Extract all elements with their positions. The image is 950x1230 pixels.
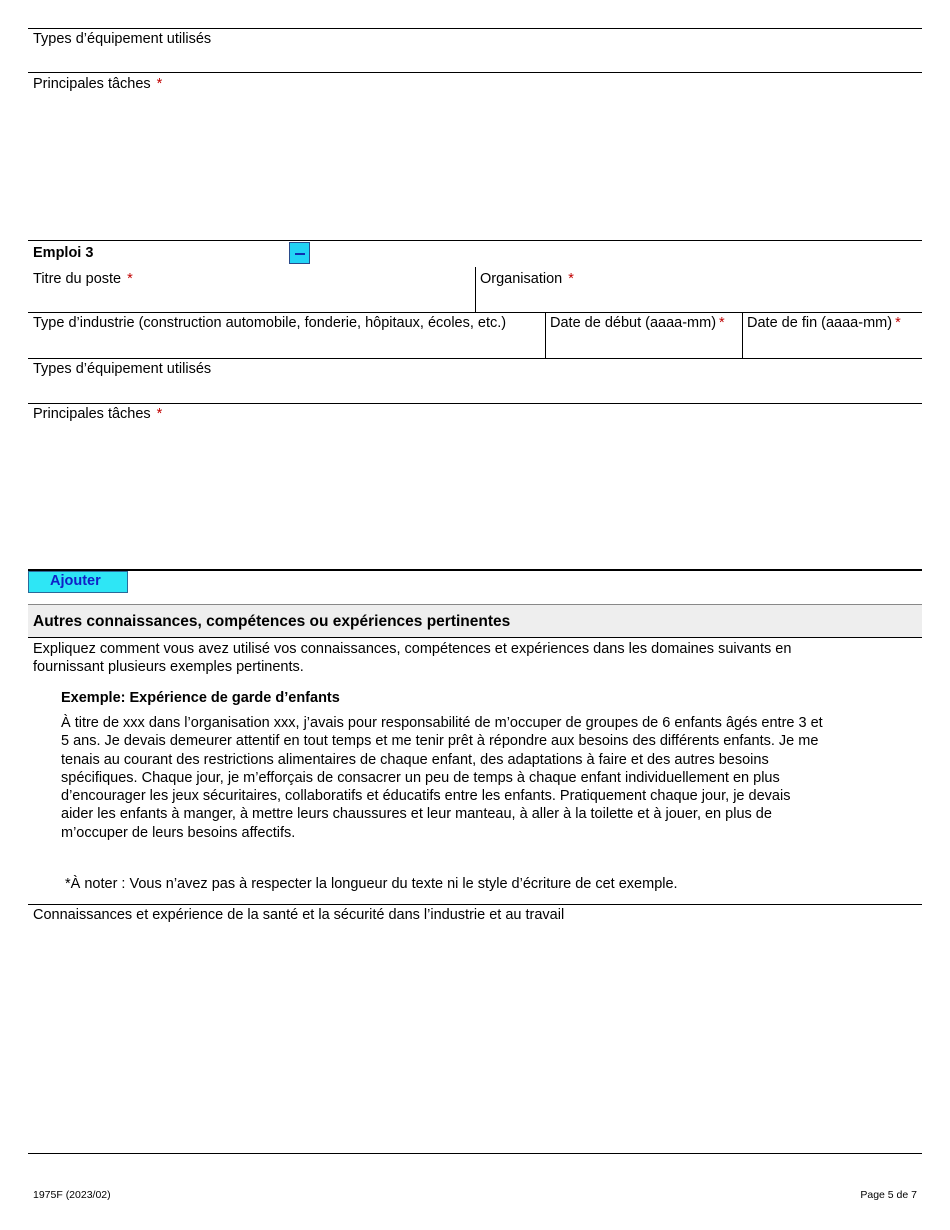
example-note: *À noter : Vous n’avez pas à respecter la longueur du texte ni le style d’écriture de cet exemple. (65, 876, 678, 892)
example-line: 5 ans. Je devais demeurer attentif en tout temps et me tenir prêt à répondre aux besoins des différents enfants. Je me (61, 733, 819, 750)
example-title: Exemple: Expérience de garde d’enfants (61, 690, 340, 706)
required-mark: * (895, 315, 901, 331)
divider (28, 72, 922, 73)
remove-job-button[interactable] (289, 242, 310, 264)
industry-type-field[interactable] (28, 335, 545, 358)
equipment-field[interactable] (28, 50, 922, 72)
required-mark: * (568, 271, 574, 287)
section-header (28, 604, 922, 638)
organization-label (480, 271, 574, 288)
example-line: spécifiques. Chaque jour, je m’efforçais de consacrer un peu de temps à chaque enfant individuellement en plus (61, 769, 780, 786)
job3-tasks-label (33, 406, 162, 423)
tasks-label (33, 76, 162, 93)
divider (28, 358, 922, 359)
divider-job3 (28, 240, 922, 241)
example-line: tenais au courant des restrictions alimentaires de chaque enfant, des adaptations à faire et des autres besoins (61, 751, 769, 768)
health-safety-field[interactable] (28, 927, 922, 1152)
job3-equipment-field[interactable] (28, 380, 922, 403)
required-mark: * (156, 406, 163, 422)
industry-type-label: Type d’industrie (construction automobile, fonderie, hôpitaux, écoles, etc.) (33, 315, 507, 331)
intro-line: fournissant plusieurs exemples pertinents. (33, 659, 304, 676)
required-mark: * (156, 76, 163, 92)
divider-bottom (28, 1153, 922, 1154)
section-intro (33, 640, 913, 677)
job-title-label (33, 271, 133, 288)
divider (28, 312, 922, 313)
job3-heading: Emploi 3 (33, 245, 94, 261)
example-text (61, 714, 911, 842)
organization-field[interactable] (476, 290, 922, 312)
divider-thick (28, 569, 922, 571)
job-title-field[interactable] (28, 290, 475, 312)
required-mark: * (719, 315, 725, 331)
end-date-field[interactable] (743, 335, 922, 358)
equipment-label: Types d’équipement utilisés (33, 31, 212, 47)
job-title-label-text: Titre du poste (33, 271, 122, 287)
start-date-label-text: Date de début (aaaa-mm) (550, 315, 717, 331)
section-title: Autres connaissances, compétences ou expériences pertinentes (33, 613, 511, 630)
end-date-label-text: Date de fin (aaaa-mm) (747, 315, 893, 331)
example-line: aider les enfants à manger, à mettre leurs chaussures et leur manteau, à aller à la toilette et à jouer, en plus de (61, 806, 772, 823)
divider (28, 403, 922, 404)
job3-tasks-label-text: Principales tâches (33, 406, 151, 422)
divider (28, 904, 922, 905)
tasks-label-text: Principales tâches (33, 76, 151, 92)
health-safety-label: Connaissances et expérience de la santé et la sécurité dans l’industrie et au travail (33, 907, 565, 923)
required-mark: * (127, 271, 133, 287)
minus-icon (295, 253, 305, 255)
add-job-button[interactable]: Ajouter (28, 571, 128, 593)
form-number: 1975F (2023/02) (33, 1189, 111, 1201)
organization-label-text: Organisation (480, 271, 563, 287)
job3-equipment-label: Types d’équipement utilisés (33, 361, 212, 377)
start-date-field[interactable] (546, 335, 742, 358)
start-date-label (550, 315, 725, 332)
tasks-field[interactable] (28, 96, 922, 240)
intro-line: Expliquez comment vous avez utilisé vos connaissances, compétences et expériences dans les domaines suivants en (33, 641, 792, 657)
example-line: m’occuper de leurs besoins affectifs. (61, 824, 296, 841)
divider-top (28, 28, 922, 29)
job3-tasks-field[interactable] (28, 426, 922, 569)
end-date-label (747, 315, 901, 332)
example-line: d’encourager les jeux sécuritaires, collaboratifs et éducatifs entre les enfants. Pratiquement chaque jour, je devais (61, 788, 791, 805)
page-number: Page 5 de 7 (860, 1189, 917, 1201)
example-line: À titre de xxx dans l’organisation xxx, j’avais pour responsabilité de m’occuper de groupes de 6 enfants âgés entre 3 et (61, 715, 823, 731)
